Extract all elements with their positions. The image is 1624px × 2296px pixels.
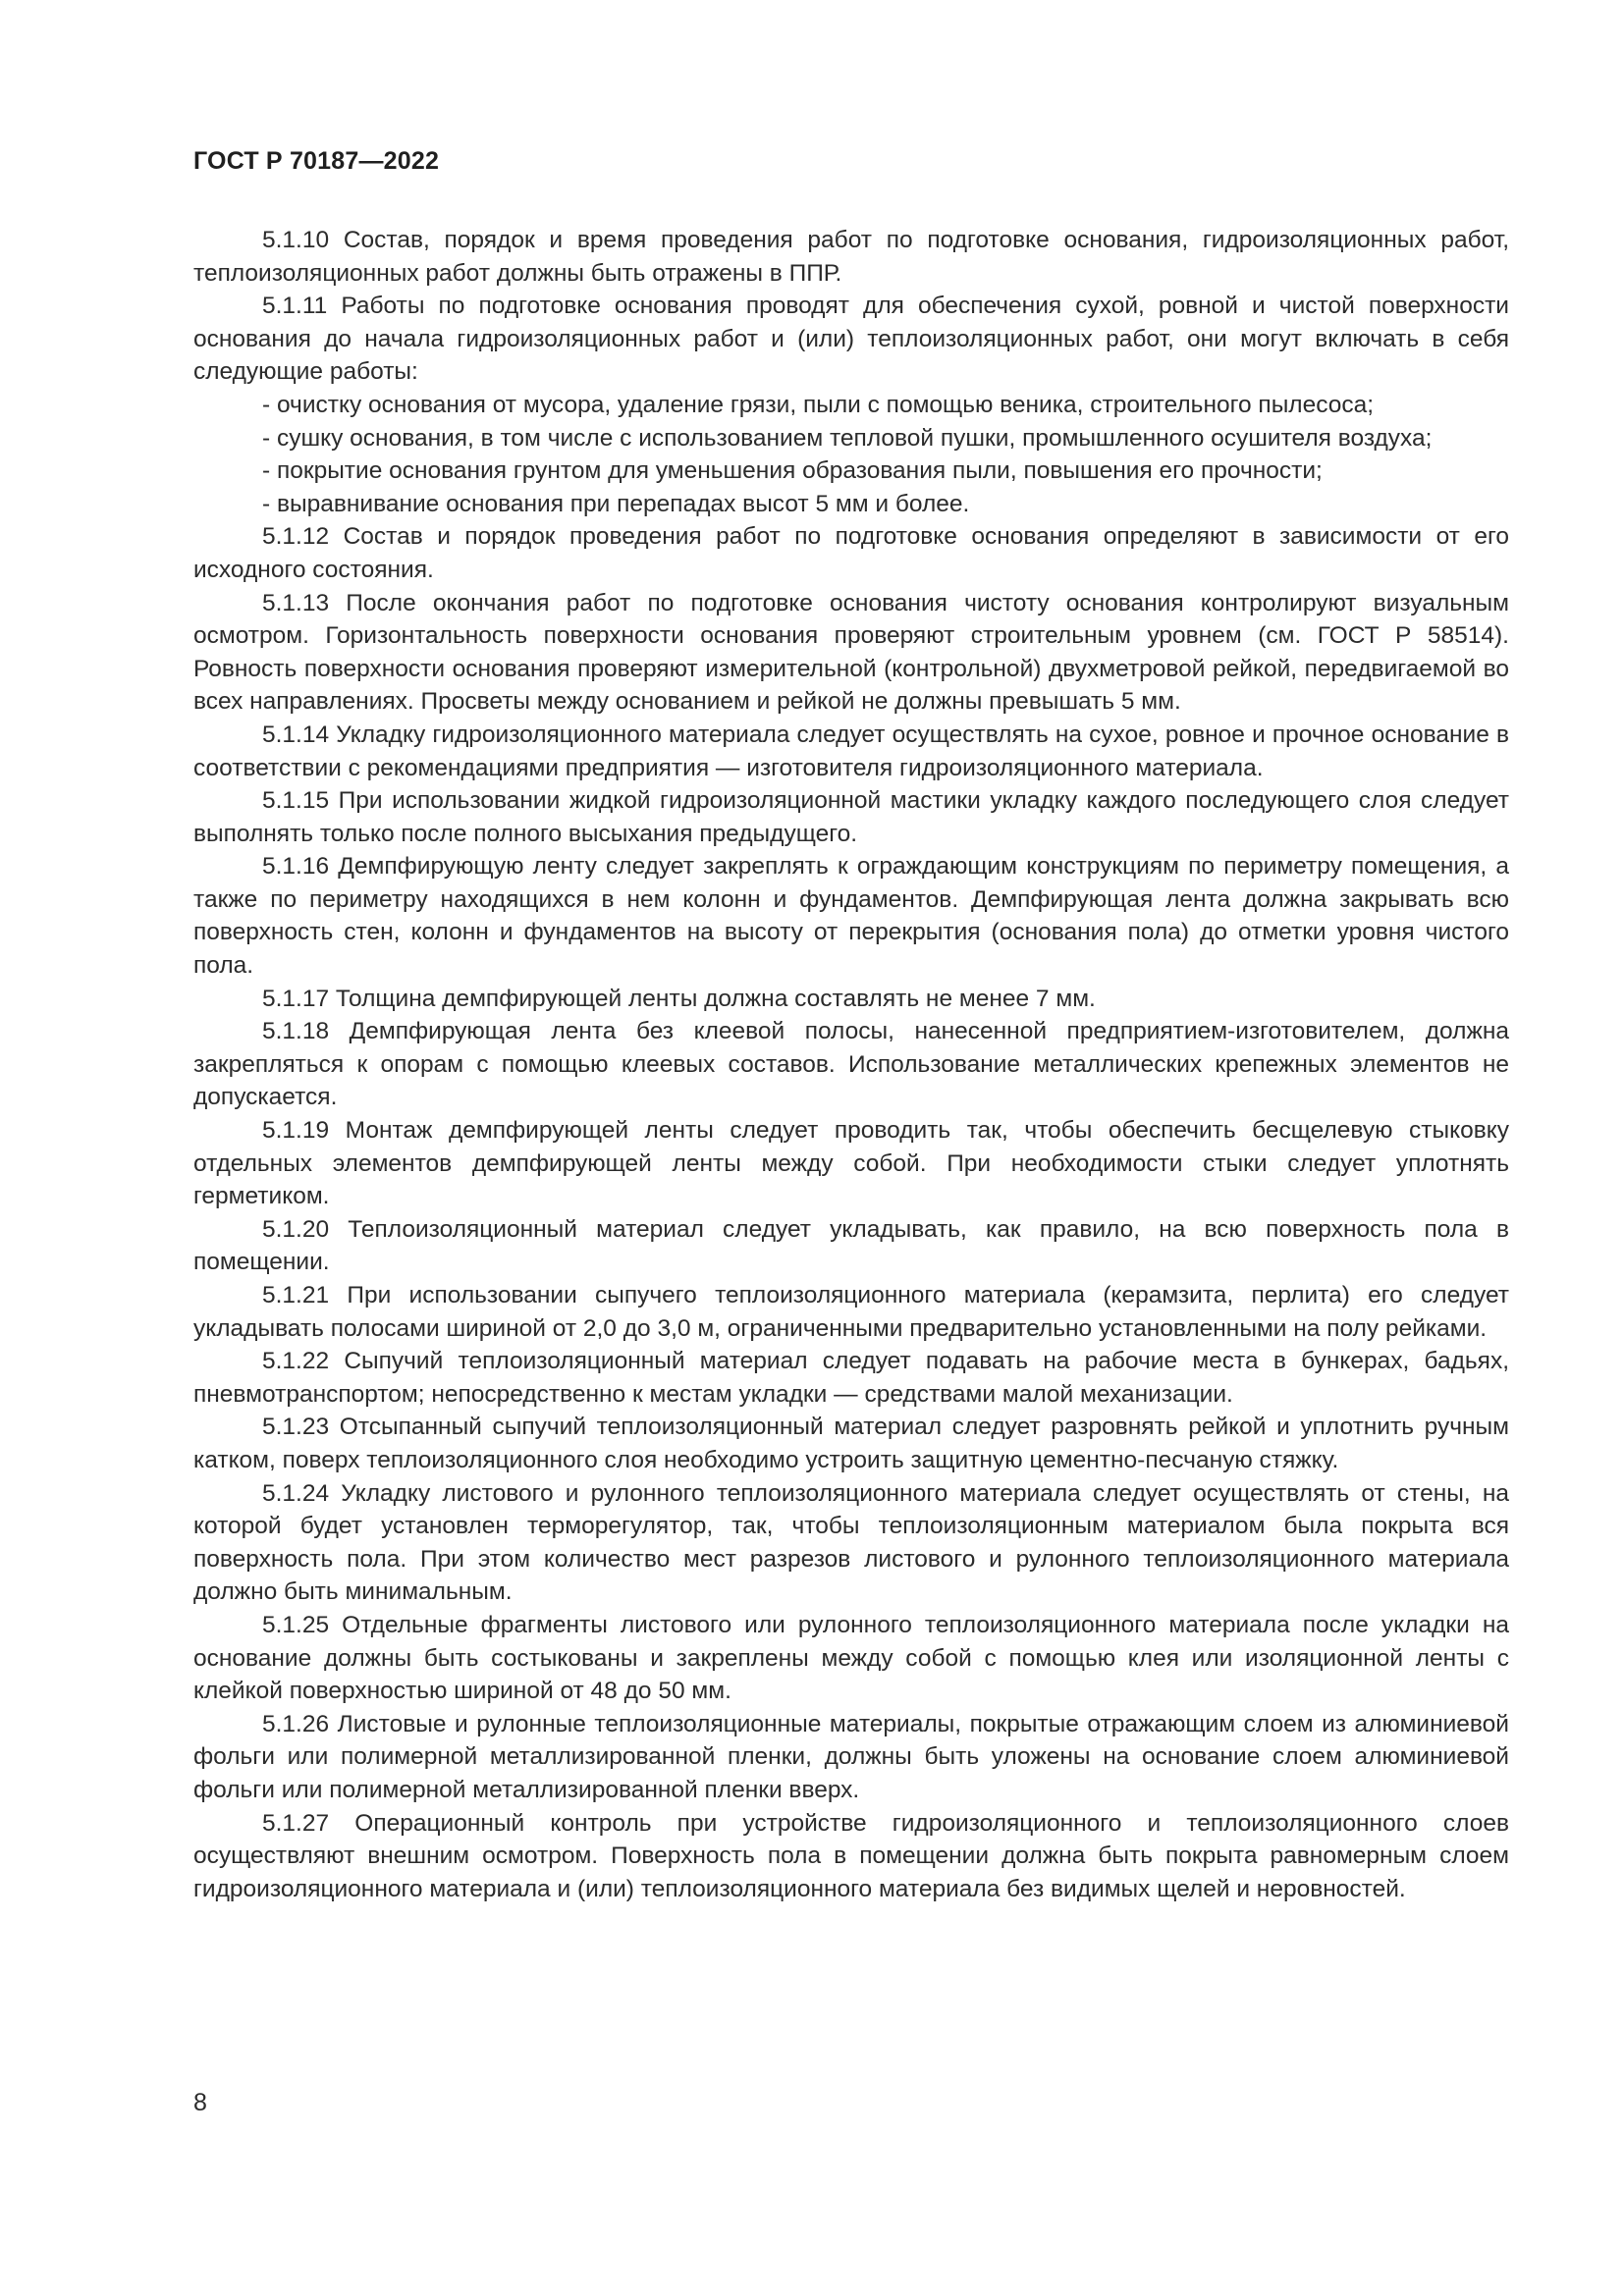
- paragraph-5-1-10: 5.1.10 Состав, порядок и время проведения работ по подготовке основания, гидроизоляционных работ, теплоизоляционных работ должны быть отражены в ППР.: [193, 227, 1509, 287]
- page-number: 8: [193, 2089, 207, 2116]
- paragraph-5-1-14: 5.1.14 Укладку гидроизоляционного материала следует осуществлять на сухое, ровное и прочное основание в соответствии с рекомендациями предприятия — изготовителя гидроизоляционного материала.: [193, 721, 1509, 781]
- paragraph-5-1-18: 5.1.18 Демпфирующая лента без клеевой полосы, нанесенной предприятием-изготовителем, должна закрепляться к опорам с помощью клеевых составов. Использование металлических крепежных элементов не допускается.: [193, 1018, 1509, 1111]
- list-item-leveling: - выравнивание основания при перепадах высот 5 мм и более.: [262, 490, 970, 517]
- paragraph-5-1-11: 5.1.11 Работы по подготовке основания проводят для обеспечения сухой, ровной и чистой поверхности основания до начала гидроизоляционных работ и (или) теплоизоляционных работ, они могут включать в себя следующие работы:: [193, 293, 1509, 386]
- list-item-priming: - покрытие основания грунтом для уменьшения образования пыли, повышения его прочности;: [262, 457, 1323, 485]
- document-code-header: ГОСТ Р 70187—2022: [193, 147, 440, 175]
- paragraph-5-1-20: 5.1.20 Теплоизоляционный материал следует укладывать, как правило, на всю поверхность пола в помещении.: [193, 1215, 1509, 1276]
- paragraph-5-1-24: 5.1.24 Укладку листового и рулонного теплоизоляционного материала следует осуществлять от стены, на которой будет установлен терморегулятор, так, чтобы теплоизоляционным материалом была покрыта вся поверхность пола. При этом количество мест разрезов листового и рулонного теплоизоляционного материала должно быть минимальным.: [193, 1479, 1509, 1606]
- list-item-drying: - сушку основания, в том числе с использованием тепловой пушки, промышленного осушителя воздуха;: [262, 424, 1433, 452]
- paragraph-5-1-26: 5.1.26 Листовые и рулонные теплоизоляционные материалы, покрытые отражающим слоем из алюминиевой фольги или полимерной металлизированной пленки, должны быть уложены на основание слоем алюминиевой фольги или полимерной металлизированной пленки вверх.: [193, 1710, 1509, 1803]
- paragraph-5-1-25: 5.1.25 Отдельные фрагменты листового или рулонного теплоизоляционного материала после укладки на основание должны быть состыкованы и закреплены между собой с помощью клея или изоляционной ленты с клейкой поверхностью шириной от 48 до 50 мм.: [193, 1611, 1509, 1705]
- paragraph-5-1-13: 5.1.13 После окончания работ по подготовке основания чистоту основания контролируют визуальным осмотром. Горизонтальность поверхности основания проверяют строительным уровнем (см. ГОСТ Р 58514). Ровность поверхности основания проверяют измерительной (контрольной) двухметровой рейкой, передвигаемой во всех направлениях. Просветы между основанием и рейкой не должны превышать 5 мм.: [193, 589, 1509, 716]
- paragraph-5-1-21: 5.1.21 При использовании сыпучего теплоизоляционного материала (керамзита, перлита) его следует укладывать полосами шириной от 2,0 до 3,0 м, ограниченными предварительно установленными на полу рейками.: [193, 1282, 1509, 1342]
- paragraph-5-1-12: 5.1.12 Состав и порядок проведения работ по подготовке основания определяют в зависимости от его исходного состояния.: [193, 523, 1509, 583]
- list-item-cleaning: - очистку основания от мусора, удаление грязи, пыли с помощью веника, строительного пылесоса;: [262, 391, 1375, 418]
- paragraph-5-1-19: 5.1.19 Монтаж демпфирующей ленты следует проводить так, чтобы обеспечить бесщелевую стыковку отдельных элементов демпфирующей ленты между собой. При необходимости стыки следует уплотнять герметиком.: [193, 1117, 1509, 1210]
- paragraph-5-1-23: 5.1.23 Отсыпанный сыпучий теплоизоляционный материал следует разровнять рейкой и уплотнить ручным катком, поверх теплоизоляционного слоя необходимо устроить защитную цементно-песчаную стяжку.: [193, 1414, 1509, 1473]
- paragraph-5-1-27: 5.1.27 Операционный контроль при устройстве гидроизоляционного и теплоизоляционного слоев осуществляют внешним осмотром. Поверхность пола в помещении должна быть покрыта равномерным слоем гидроизоляционного материала и (или) теплоизоляционного материала без видимых щелей и неровностей.: [193, 1809, 1509, 1902]
- paragraph-5-1-17: 5.1.17 Толщина демпфирующей ленты должна составлять не менее 7 мм.: [262, 985, 1096, 1012]
- paragraph-5-1-16: 5.1.16 Демпфирующую ленту следует закреплять к ограждающим конструкциям по периметру помещения, а также по периметру находящихся в нем колонн и фундаментов. Демпфирующая лента должна закрывать всю поверхность стен, колонн и фундаментов на высоту от перекрытия (основания пола) до отметки уровня чистого пола.: [193, 853, 1509, 980]
- paragraph-5-1-22: 5.1.22 Сыпучий теплоизоляционный материал следует подавать на рабочие места в бункерах, бадьях, пневмотранспортом; непосредственно к местам укладки — средствами малой механизации.: [193, 1348, 1509, 1408]
- paragraph-5-1-15: 5.1.15 При использовании жидкой гидроизоляционной мастики укладку каждого последующего слоя следует выполнять только после полного высыхания предыдущего.: [193, 787, 1509, 847]
- document-body: [193, 224, 1509, 1905]
